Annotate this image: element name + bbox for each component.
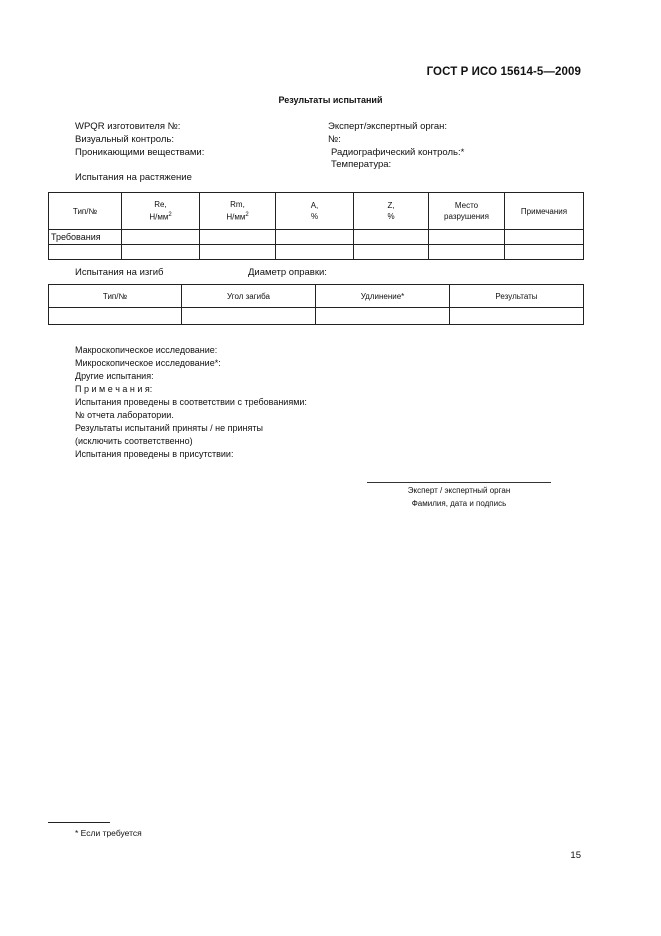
radiographic-label: Радиографический контроль:* [331,147,465,158]
table-cell [316,308,450,325]
signature-role: Эксперт / экспертный орган [407,486,511,495]
bend-header-elongation: Удлинение* [316,285,450,308]
table-cell [276,245,354,260]
mandrel-diameter-label: Диаметр оправки: [248,267,327,278]
tensile-header-a: A, % [276,193,354,230]
table-cell [354,245,429,260]
table-cell [276,230,354,245]
tensile-table [48,192,584,260]
tensile-header-rm: Rm, $Н/мм^2$ [200,193,276,230]
table-cell [200,245,276,260]
table-row [49,308,584,325]
tensile-header-type: Тип/№ [49,193,122,230]
table-row [49,230,584,245]
requirements-cell: Требования [49,230,122,245]
number-label: №: [328,134,341,145]
results-block [75,344,307,461]
witness-label: Испытания проведены в присутствии: [75,449,234,459]
table-cell [450,308,584,325]
table-cell [49,308,182,325]
bend-header-type: Тип/№ [49,285,182,308]
macro-exam-label: Макроскопическое исследование: [75,345,218,355]
bend-header-angle: Угол загиба [182,285,316,308]
wpqr-label: WPQR изготовителя №: [75,121,181,132]
table-cell [200,230,276,245]
page-number: 15 [570,850,581,861]
footnote: * Если требуется [75,828,142,838]
accepted-label: Результаты испытаний приняты / не приняты [75,423,263,433]
bend-header-results: Результаты [450,285,584,308]
table-cell [505,230,584,245]
tensile-header-notes: Примечания [505,193,584,230]
other-tests-label: Другие испытания: [75,371,154,381]
table-cell [122,245,200,260]
expert-label: Эксперт/экспертный орган: [328,121,448,132]
tensile-header-z: Z, % [354,193,429,230]
table-cell [429,245,505,260]
page-title: Результаты испытаний [278,95,383,105]
footnote-divider [48,822,110,823]
bend-table [48,284,584,325]
table-cell [505,245,584,260]
tensile-caption: Испытания на растяжение [75,172,192,183]
tensile-header-fracture: Место разрушения [429,193,505,230]
table-cell [429,230,505,245]
table-cell [49,245,122,260]
table-cell [122,230,200,245]
notes-label: П р и м е ч а н и я: [75,384,153,394]
micro-exam-label: Микроскопическое исследование*: [75,358,221,368]
requirements-label: Испытания проведены в соответствии с требованиями: [75,397,307,407]
visual-control-label: Визуальный контроль: [75,134,174,145]
tensile-header-re: Re, $Н/мм^2$ [122,193,200,230]
bend-caption: Испытания на изгиб [75,267,164,278]
exclude-note: (исключить соответственно) [75,436,193,446]
lab-report-label: № отчета лаборатории. [75,410,174,420]
temperature-label: Температура: [331,159,392,170]
signature-line [367,482,551,483]
table-cell [182,308,316,325]
standard-number: ГОСТ Р ИСО 15614-5—2009 [426,66,581,78]
table-cell [354,230,429,245]
penetrant-label: Проникающими веществами: [75,147,205,158]
signature-hint: Фамилия, дата и подпись [411,499,507,508]
table-row [49,245,584,260]
